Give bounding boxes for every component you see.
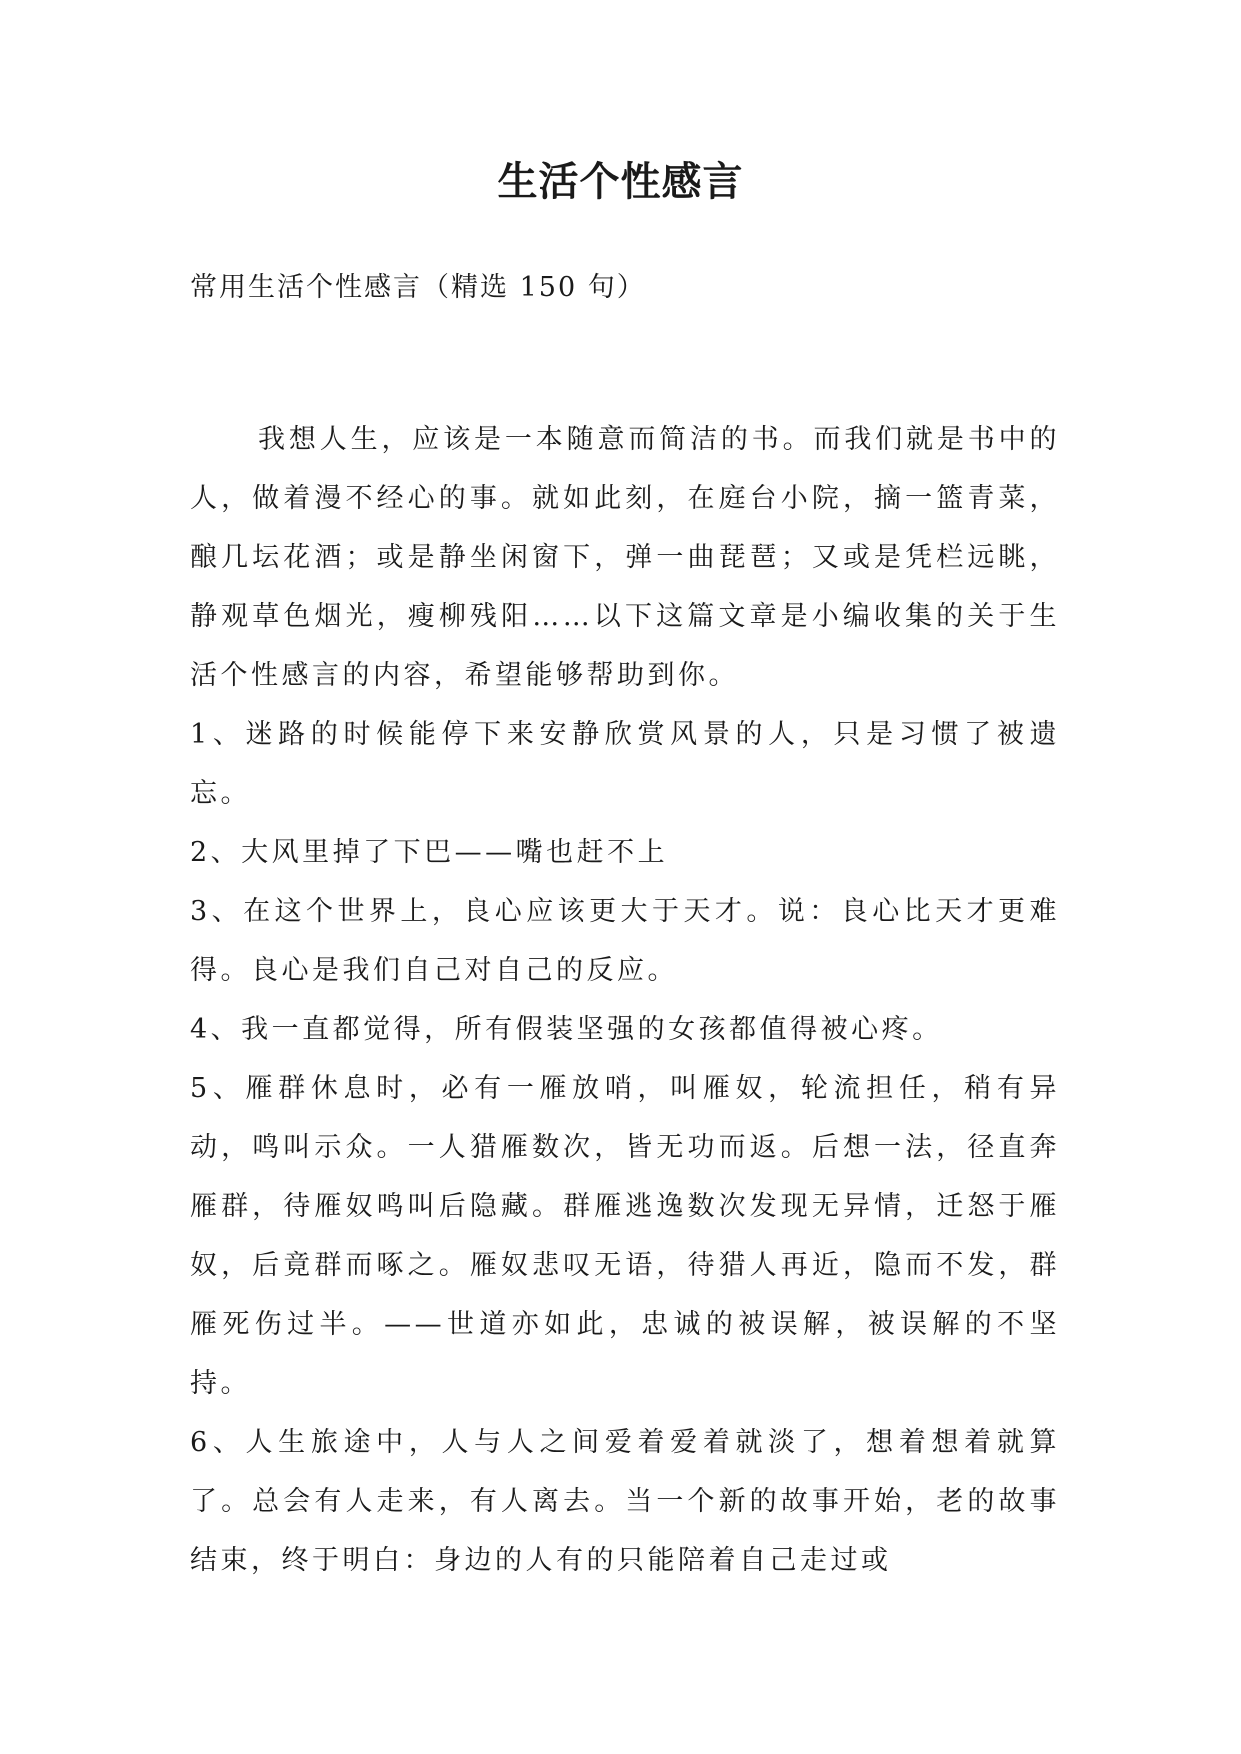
document-title: 生活个性感言 [497,159,744,205]
document-subtitle: 常用生活个性感言（精选 150 句） [190,272,646,303]
document-body [190,410,1060,1590]
intro-paragraph: 我想人生，应该是一本随意而简洁的书。而我们就是书中的人，做着漫不经心的事。就如此刻，在庭台小院，摘一篮青菜，酿几坛花酒；或是静坐闲窗下，弹一曲琵琶；又或是凭栏远眺，静观草色烟光，瘦柳残阳……以下这篇文章是小编收集的关于生活个性感言的内容，希望能够帮助到你。 [190,424,1060,691]
list-item: 4、我一直都觉得，所有假装坚强的女孩都值得被心疼。 [190,1014,943,1045]
list-item: 1、迷路的时候能停下来安静欣赏风景的人，只是习惯了被遗忘。 [190,719,1060,809]
list-item: 5、雁群休息时，必有一雁放哨，叫雁奴，轮流担任，稍有异动，鸣叫示众。一人猎雁数次，皆无功而返。后想一法，径直奔雁群，待雁奴鸣叫后隐藏。群雁逃逸数次发现无异情，迁怒于雁奴，后竟群而啄之。雁奴悲叹无语，待猎人再近，隐而不发，群雁死伤过半。——世道亦如此，忠诚的被误解，被误解的不坚持。 [190,1073,1060,1399]
list-item: 3、在这个世界上，良心应该更大于天才。说：良心比天才更难得。良心是我们自己对自己的反应。 [190,896,1060,986]
list-item: 6、人生旅途中，人与人之间爱着爱着就淡了，想着想着就算了。总会有人走来，有人离去。当一个新的故事开始，老的故事结束，终于明白：身边的人有的只能陪着自己走过或 [190,1427,1060,1576]
list-item: 2、大风里掉了下巴——嘴也赶不上 [190,837,669,868]
